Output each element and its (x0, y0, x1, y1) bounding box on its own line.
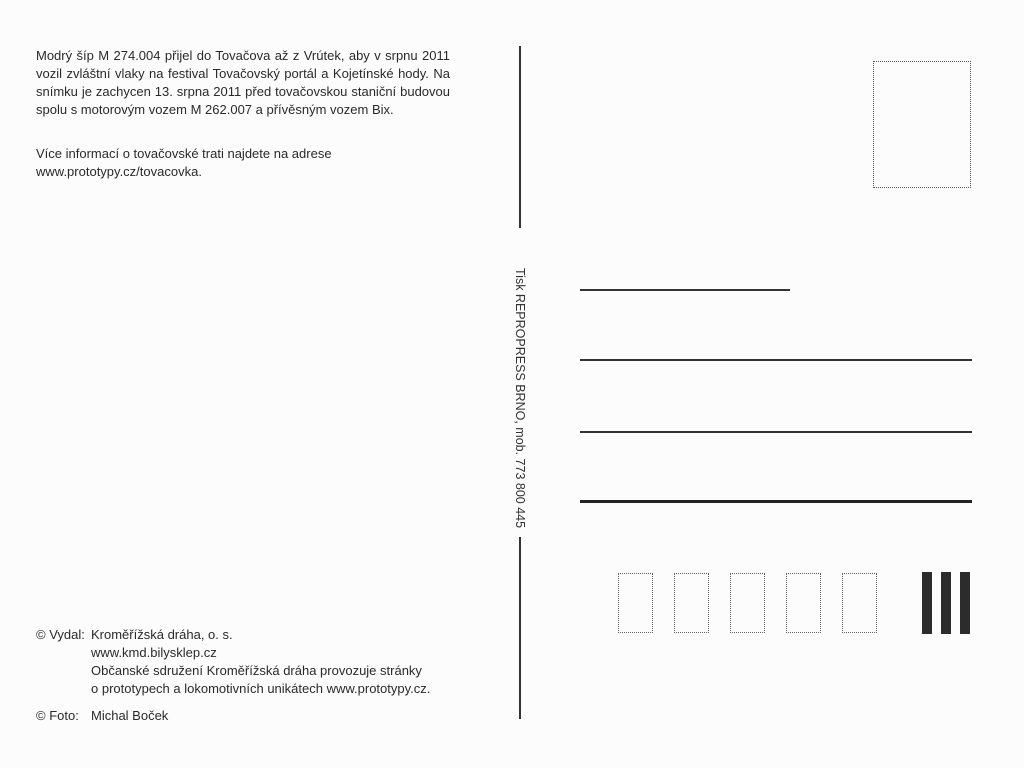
photo-label: © Foto: (36, 708, 79, 723)
publisher-name: Kroměřížská dráha, o. s. (91, 627, 233, 642)
publisher-note-2: o prototypech a lokomotivních unikátech www.prototypy.cz. (91, 681, 431, 696)
sorting-bar (922, 572, 932, 634)
postcode-box (674, 573, 709, 633)
address-line-2 (580, 359, 972, 361)
sorting-bar (941, 572, 951, 634)
printer-note: Tisk REPROPRESS BRNO, mob. 773 800 445 (513, 268, 527, 529)
publisher-lines (91, 626, 430, 698)
publisher-website: www.kmd.bilysklep.cz (91, 645, 217, 660)
more-info-url: www.prototypy.cz/tovacovka. (36, 164, 202, 179)
card-description: Modrý šíp M 274.004 přijel do Tovačova až z Vrútek, aby v srpnu 2011 vozil zvláštní vlaky na festival Tovačovský portál a Kojetínské hody. Na snímku je zachycen 13. srpna 2011 před tovačovskou staniční budovou spolu s motorovým vozem M 262.007 a přívěsným vozem Bix. (36, 48, 450, 117)
publisher-note-1: Občanské sdružení Kroměřížská dráha provozuje stránky (91, 663, 422, 678)
postcode-box (730, 573, 765, 633)
postcode-box (842, 573, 877, 633)
more-info-text: Více informací o tovačovské trati najdete na adrese (36, 146, 332, 161)
center-divider-bottom (519, 537, 521, 719)
sorting-bar (960, 572, 970, 634)
center-divider-top (519, 46, 521, 228)
postcode-box (786, 573, 821, 633)
address-line-1 (580, 289, 790, 291)
address-line-3 (580, 431, 972, 433)
address-line-4 (580, 500, 972, 503)
photo-author: Michal Boček (91, 708, 169, 723)
publisher-label: © Vydal: (36, 627, 85, 642)
photo-credit (36, 707, 168, 725)
publisher-block (36, 626, 506, 698)
more-info (36, 145, 450, 181)
stamp-box (873, 61, 971, 188)
postcode-box (618, 573, 653, 633)
